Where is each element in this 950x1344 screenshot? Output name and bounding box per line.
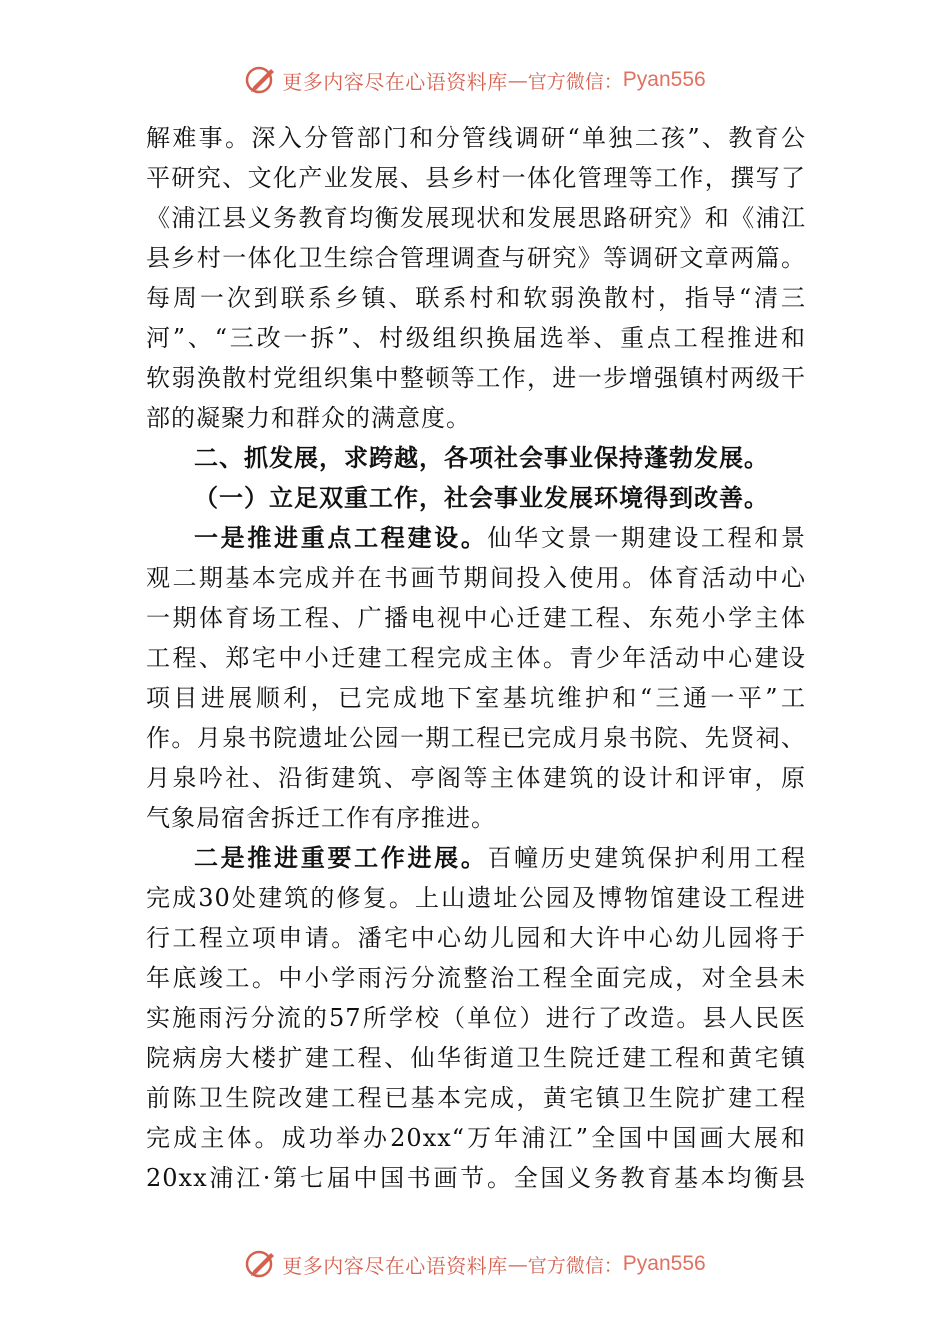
- body-line: 月泉吟社、沿街建筑、亭阁等主体建筑的设计和评审，原: [146, 764, 806, 792]
- body-line: 观二期基本完成并在书画节期间投入使用。体育活动中心: [146, 564, 806, 592]
- pen-logo-icon: [244, 63, 278, 97]
- banner-wechat-id: Pyan556: [622, 68, 706, 91]
- banner-site-text: 更多内容尽在心语资料库: [282, 69, 508, 94]
- body-line: 二是推进重要工作进展。百幢历史建筑保护利用工程: [194, 843, 806, 872]
- body-line: 平研究、文化产业发展、县乡村一体化管理等工作，撰写了: [146, 164, 806, 192]
- body-line: 作。月泉书院遗址公园一期工程已完成月泉书院、先贤祠、: [146, 724, 806, 752]
- body-line: 气象局宿舍拆迁工作有序推进。: [146, 804, 496, 832]
- body-line: 年底竣工。中小学雨污分流整治工程全面完成，对全县未: [146, 964, 806, 992]
- body-line: 院病房大楼扩建工程、仙华街道卫生院迁建工程和黄宅镇: [146, 1044, 806, 1072]
- body-line: 软弱涣散村党组织集中整顿等工作，进一步增强镇村两级干: [146, 364, 806, 392]
- body-line: 20xx浦江·第七届中国书画节。全国义务教育基本均衡县: [146, 1164, 806, 1192]
- body-line: 部的凝聚力和群众的满意度。: [146, 404, 471, 432]
- body-line: 工程、郑宅中小迁建工程完成主体。青少年活动中心建设: [146, 644, 806, 672]
- banner-wechat-label: 官方微信：: [527, 70, 623, 93]
- body-line: 每周一次到联系乡镇、联系村和软弱涣散村，指导“清三: [146, 284, 806, 312]
- body-line: 实施雨污分流的57所学校（单位）进行了改造。县人民医: [146, 1004, 806, 1032]
- subsection-heading: （一）立足双重工作，社会事业发展环境得到改善。: [194, 483, 769, 512]
- banner-separator: —: [507, 1252, 528, 1276]
- body-line: 项目进展顺利，已完成地下室基坑维护和“三通一平”工: [146, 684, 806, 712]
- body-line: 县乡村一体化卫生综合管理调查与研究》等调研文章两篇。: [146, 244, 806, 272]
- banner-separator: —: [507, 68, 528, 92]
- body-line: 行工程立项申请。潘宅中心幼儿园和大许中心幼儿园将于: [146, 924, 806, 952]
- header-watermark-banner: [0, 60, 950, 100]
- footer-watermark-banner: [0, 1244, 950, 1284]
- body-line: 一期体育场工程、广播电视中心迁建工程、东苑小学主体: [146, 604, 806, 632]
- body-line: 前陈卫生院改建工程已基本完成，黄宅镇卫生院扩建工程: [146, 1084, 806, 1112]
- section-heading: 二、抓发展，求跨越，各项社会事业保持蓬勃发展。: [194, 443, 769, 472]
- pen-logo-icon: [244, 1247, 278, 1281]
- lead-phrase: 一是推进重点工程建设。: [194, 523, 488, 552]
- lead-phrase: 二是推进重要工作进展。: [194, 843, 488, 872]
- banner-wechat-label: 官方微信：: [527, 1254, 623, 1277]
- document-body: [146, 118, 806, 1198]
- banner-site-text: 更多内容尽在心语资料库: [282, 1253, 508, 1278]
- body-line: 河”、“三改一拆”、村级组织换届选举、重点工程推进和: [146, 324, 806, 352]
- body-line: 解难事。深入分管部门和分管线调研“单独二孩”、教育公: [146, 124, 806, 152]
- body-line: 一是推进重点工程建设。仙华文景一期建设工程和景: [194, 523, 806, 552]
- body-line: 完成主体。成功举办20xx“万年浦江”全国中国画大展和: [146, 1124, 806, 1152]
- body-line: 《浦江县义务教育均衡发展现状和发展思路研究》和《浦江: [146, 204, 806, 232]
- banner-wechat-id: Pyan556: [622, 1252, 706, 1275]
- body-line: 完成30处建筑的修复。上山遗址公园及博物馆建设工程进: [146, 884, 806, 912]
